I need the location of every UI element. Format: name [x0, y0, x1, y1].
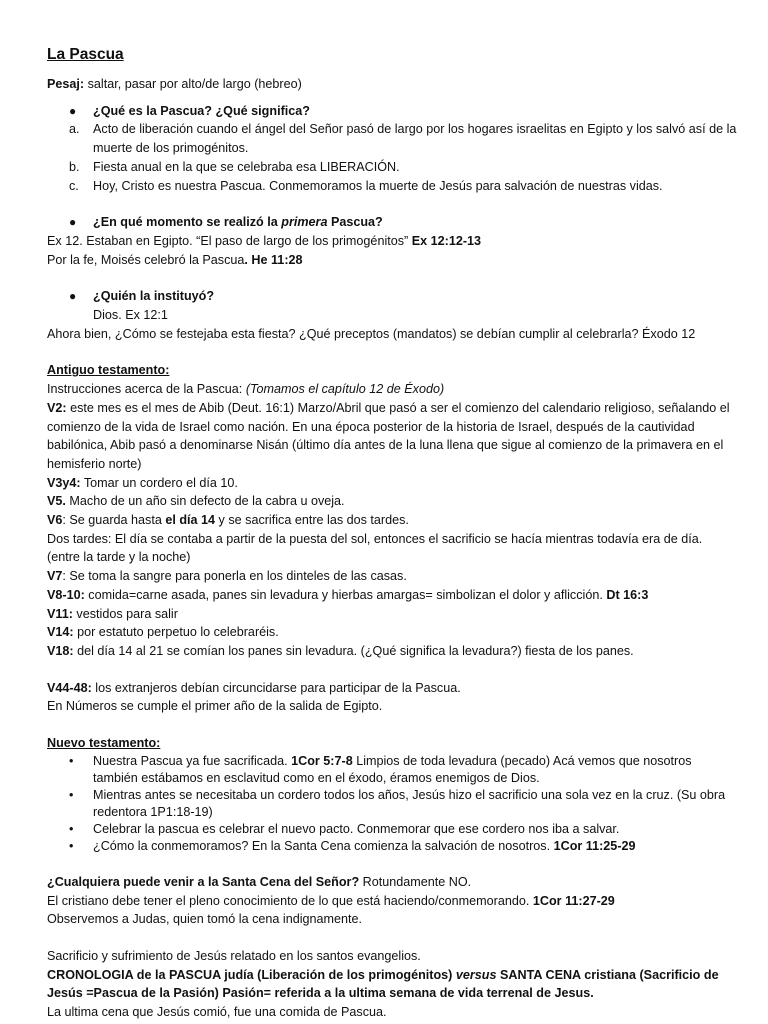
nt-bullet-2: • Mientras antes se necesitaba un cordero todos los años, Jesús hizo el sacrificio una sola vez en la cruz. (Su obra redentora 1P1:18-19) — [69, 787, 726, 819]
at-intro: Instrucciones acerca de la Pascua: (Tomamos el capítulo 12 de Éxodo) — [47, 382, 445, 397]
q2-answer-1: Ex 12. Estaban en Egipto. “El paso de largo de los primogénitos” Ex 12:12-13 — [47, 233, 482, 248]
dos-tardes: Dos tardes: El día se contaba a partir de la puesta del sol, entonces el sacrificio se hacía mientras todavía era de día. (entre la tarde y la noche) — [47, 531, 703, 565]
document-page — [47, 44, 737, 1022]
verse-v3y4: V3y4: Tomar un cordero el día 10. — [47, 475, 238, 490]
nt-bullet-1: • Nuestra Pascua ya fue sacrificada. 1Cor 5:7-8 Limpios de toda levadura (pecado) Acá vemos que nosotros también estábamos en esclavitud como en el éxodo, éramos enemigos de Dios. — [69, 753, 692, 785]
santa-cena-line-2: El cristiano debe tener el pleno conocimiento de lo que está haciendo/conmemorando. 1Cor 11:27-29 — [47, 893, 615, 908]
pesaj-line — [47, 75, 737, 94]
final-last-line: La ultima cena que Jesús comió, fue una comida de Pascua. — [47, 1005, 387, 1020]
bullet-icon: ● — [69, 103, 77, 118]
verse-v6: V6: Se guarda hasta el día 14 y se sacrifica entre las dos tardes. — [47, 513, 409, 528]
list-item-b: b. Fiesta anual en la que se celebraba esa LIBERACIÓN. — [69, 159, 400, 174]
verse-v7: V7: Se toma la sangre para ponerla en los dinteles de las casas. — [47, 569, 407, 584]
final-line-1: Sacrificio y sufrimiento de Jesús relatado en los santos evangelios. — [47, 948, 421, 963]
bullet-icon: • — [69, 787, 74, 802]
question-2: ● ¿En qué momento se realizó la primera Pascua? — [47, 213, 737, 232]
verse-v8-10: V8-10: comida=carne asada, panes sin levadura y hierbas amargas= simbolizan el dolor y aflicción. Dt 16:3 — [47, 587, 649, 602]
bullet-icon: • — [69, 753, 74, 768]
q3-answer: Dios. Ex 12:1 — [93, 308, 168, 323]
verse-v5: V5. Macho de un año sin defecto de la cabra u oveja. — [47, 494, 345, 509]
antiguo-testamento-heading: Antiguo testamento: — [47, 363, 170, 378]
bullet-icon: ● — [69, 215, 77, 230]
nt-bullet-4: • ¿Cómo la conmemoramos? En la Santa Cena comienza la salvación de nosotros. 1Cor 11:25-29 — [69, 838, 636, 853]
list-item-a: a. Acto de liberación cuando el ángel del Señor pasó de largo por los hogares israelitas en Egipto y los salvó así de la muerte de los primogénitos. — [69, 122, 737, 156]
bullet-icon: • — [69, 838, 74, 853]
list-item-c: c. Hoy, Cristo es nuestra Pascua. Conmemoramos la muerte de Jesús para salvación de nuestras vidas. — [69, 178, 663, 193]
q3-follow: Ahora bien, ¿Cómo se festejaba esta fiesta? ¿Qué preceptos (mandatos) se debían cumplir al celebrarla? Éxodo 12 — [47, 326, 696, 341]
q2-answer-2: Por la fe, Moisés celebró la Pascua. He 11:28 — [47, 252, 303, 267]
bullet-icon: • — [69, 821, 74, 836]
numeros-line: En Números se cumple el primer año de la salida de Egipto. — [47, 699, 383, 714]
verse-v44-48: V44-48: los extranjeros debían circuncidarse para participar de la Pascua. — [47, 680, 461, 695]
santa-cena-line-3: Observemos a Judas, quien tomó la cena indignamente. — [47, 912, 363, 927]
nuevo-testamento-heading: Nuevo testamento: — [47, 736, 161, 751]
nt-bullet-3: • Celebrar la pascua es celebrar el nuevo pacto. Conmemorar que ese cordero nos iba a salvar. — [69, 821, 620, 836]
verse-v14: V14: por estatuto perpetuo lo celebraréis. — [47, 625, 279, 640]
question-1: ● ¿Qué es la Pascua? ¿Qué significa? — [47, 102, 737, 121]
verse-v11: V11: vestidos para salir — [47, 606, 178, 621]
verse-v2: V2: este mes es el mes de Abib (Deut. 16:1) Marzo/Abril que pasó a ser el comienzo del calendario religioso, señalando el comienzo de la vida de Israel como nación. En una época posterior de la historia de Israel, después de la cautividad babilónica, Abib pasó a denominarse Nisán (último día antes de la luna llena que sigue al comienzo de la primavera en el hemisferio norte) — [47, 400, 730, 471]
bullet-icon: ● — [69, 289, 77, 304]
verse-v18: V18: del día 14 al 21 se comían los panes sin levadura. (¿Qué significa la levadura?) fiesta de los panes. — [47, 643, 634, 658]
cronologia-line: CRONOLOGIA de la PASCUA judía (Liberación de los primogénitos) versus SANTA CENA cristiana (Sacrificio de Jesús =Pascua de la Pasión) Pasión= referida a la ultima semana de vida terrenal de Jesus. — [47, 967, 719, 1001]
question-3: ● ¿Quién la instituyó? — [47, 287, 737, 306]
santa-cena-question: ¿Cualquiera puede venir a la Santa Cena del Señor? Rotundamente NO. — [47, 874, 472, 889]
page-title: La Pascua — [47, 46, 124, 63]
pesaj-def: saltar, pasar por alto/de largo (hebreo) — [84, 77, 302, 91]
pesaj-term: Pesaj: — [47, 77, 85, 91]
